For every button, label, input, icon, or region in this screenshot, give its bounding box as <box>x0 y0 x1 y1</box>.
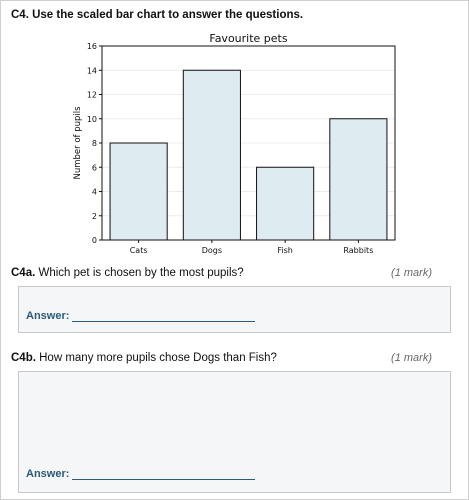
part-a-answer-label: Answer: <box>26 310 70 322</box>
question-heading <box>11 9 303 21</box>
question-instruction: Use the scaled bar chart to answer the questions. <box>32 9 304 21</box>
y-tick-label: 12 <box>86 90 97 100</box>
chart-title: Favourite pets <box>209 32 288 45</box>
bar-fish <box>257 167 314 240</box>
part-a-answer-box[interactable] <box>18 286 451 333</box>
part-b-text: How many more pupils chose Dogs than Fish? <box>39 352 277 364</box>
y-tick-label: 0 <box>91 236 97 245</box>
y-tick-label: 14 <box>86 66 97 76</box>
part-a-id: C4a. <box>11 267 36 279</box>
part-b-answer-label: Answer: <box>26 468 70 480</box>
part-b-answer-line <box>26 468 255 480</box>
part-a-mark: (1 mark) <box>391 267 432 279</box>
part-b-answer-box[interactable] <box>18 371 451 493</box>
y-tick-label: 6 <box>91 163 97 173</box>
y-tick-label: 8 <box>91 139 97 148</box>
x-tick-label: Fish <box>277 246 293 255</box>
part-b-id: C4b. <box>11 352 36 364</box>
part-a-text: Which pet is chosen by the most pupils? <box>38 267 244 279</box>
y-axis-label: Number of pupils <box>73 106 83 180</box>
part-b-answer-rule[interactable] <box>72 468 255 480</box>
x-tick-label: Cats <box>129 246 148 255</box>
bar-rabbits <box>330 119 387 240</box>
part-a-question <box>11 267 244 279</box>
y-tick-label: 4 <box>91 187 97 197</box>
y-tick-label: 16 <box>86 42 97 51</box>
x-tick-label: Dogs <box>201 246 223 255</box>
y-tick-label: 2 <box>91 211 97 221</box>
part-b-mark: (1 mark) <box>391 352 432 364</box>
y-tick-label: 10 <box>86 114 97 124</box>
part-b-question <box>11 352 277 364</box>
bar-dogs <box>183 70 240 240</box>
part-a-answer-rule[interactable] <box>72 310 255 322</box>
bar-cats <box>110 143 167 240</box>
bar-chart <box>61 29 401 259</box>
x-tick-label: Rabbits <box>343 246 374 255</box>
part-a-answer-line <box>26 310 255 322</box>
question-number: C4. <box>11 9 29 21</box>
